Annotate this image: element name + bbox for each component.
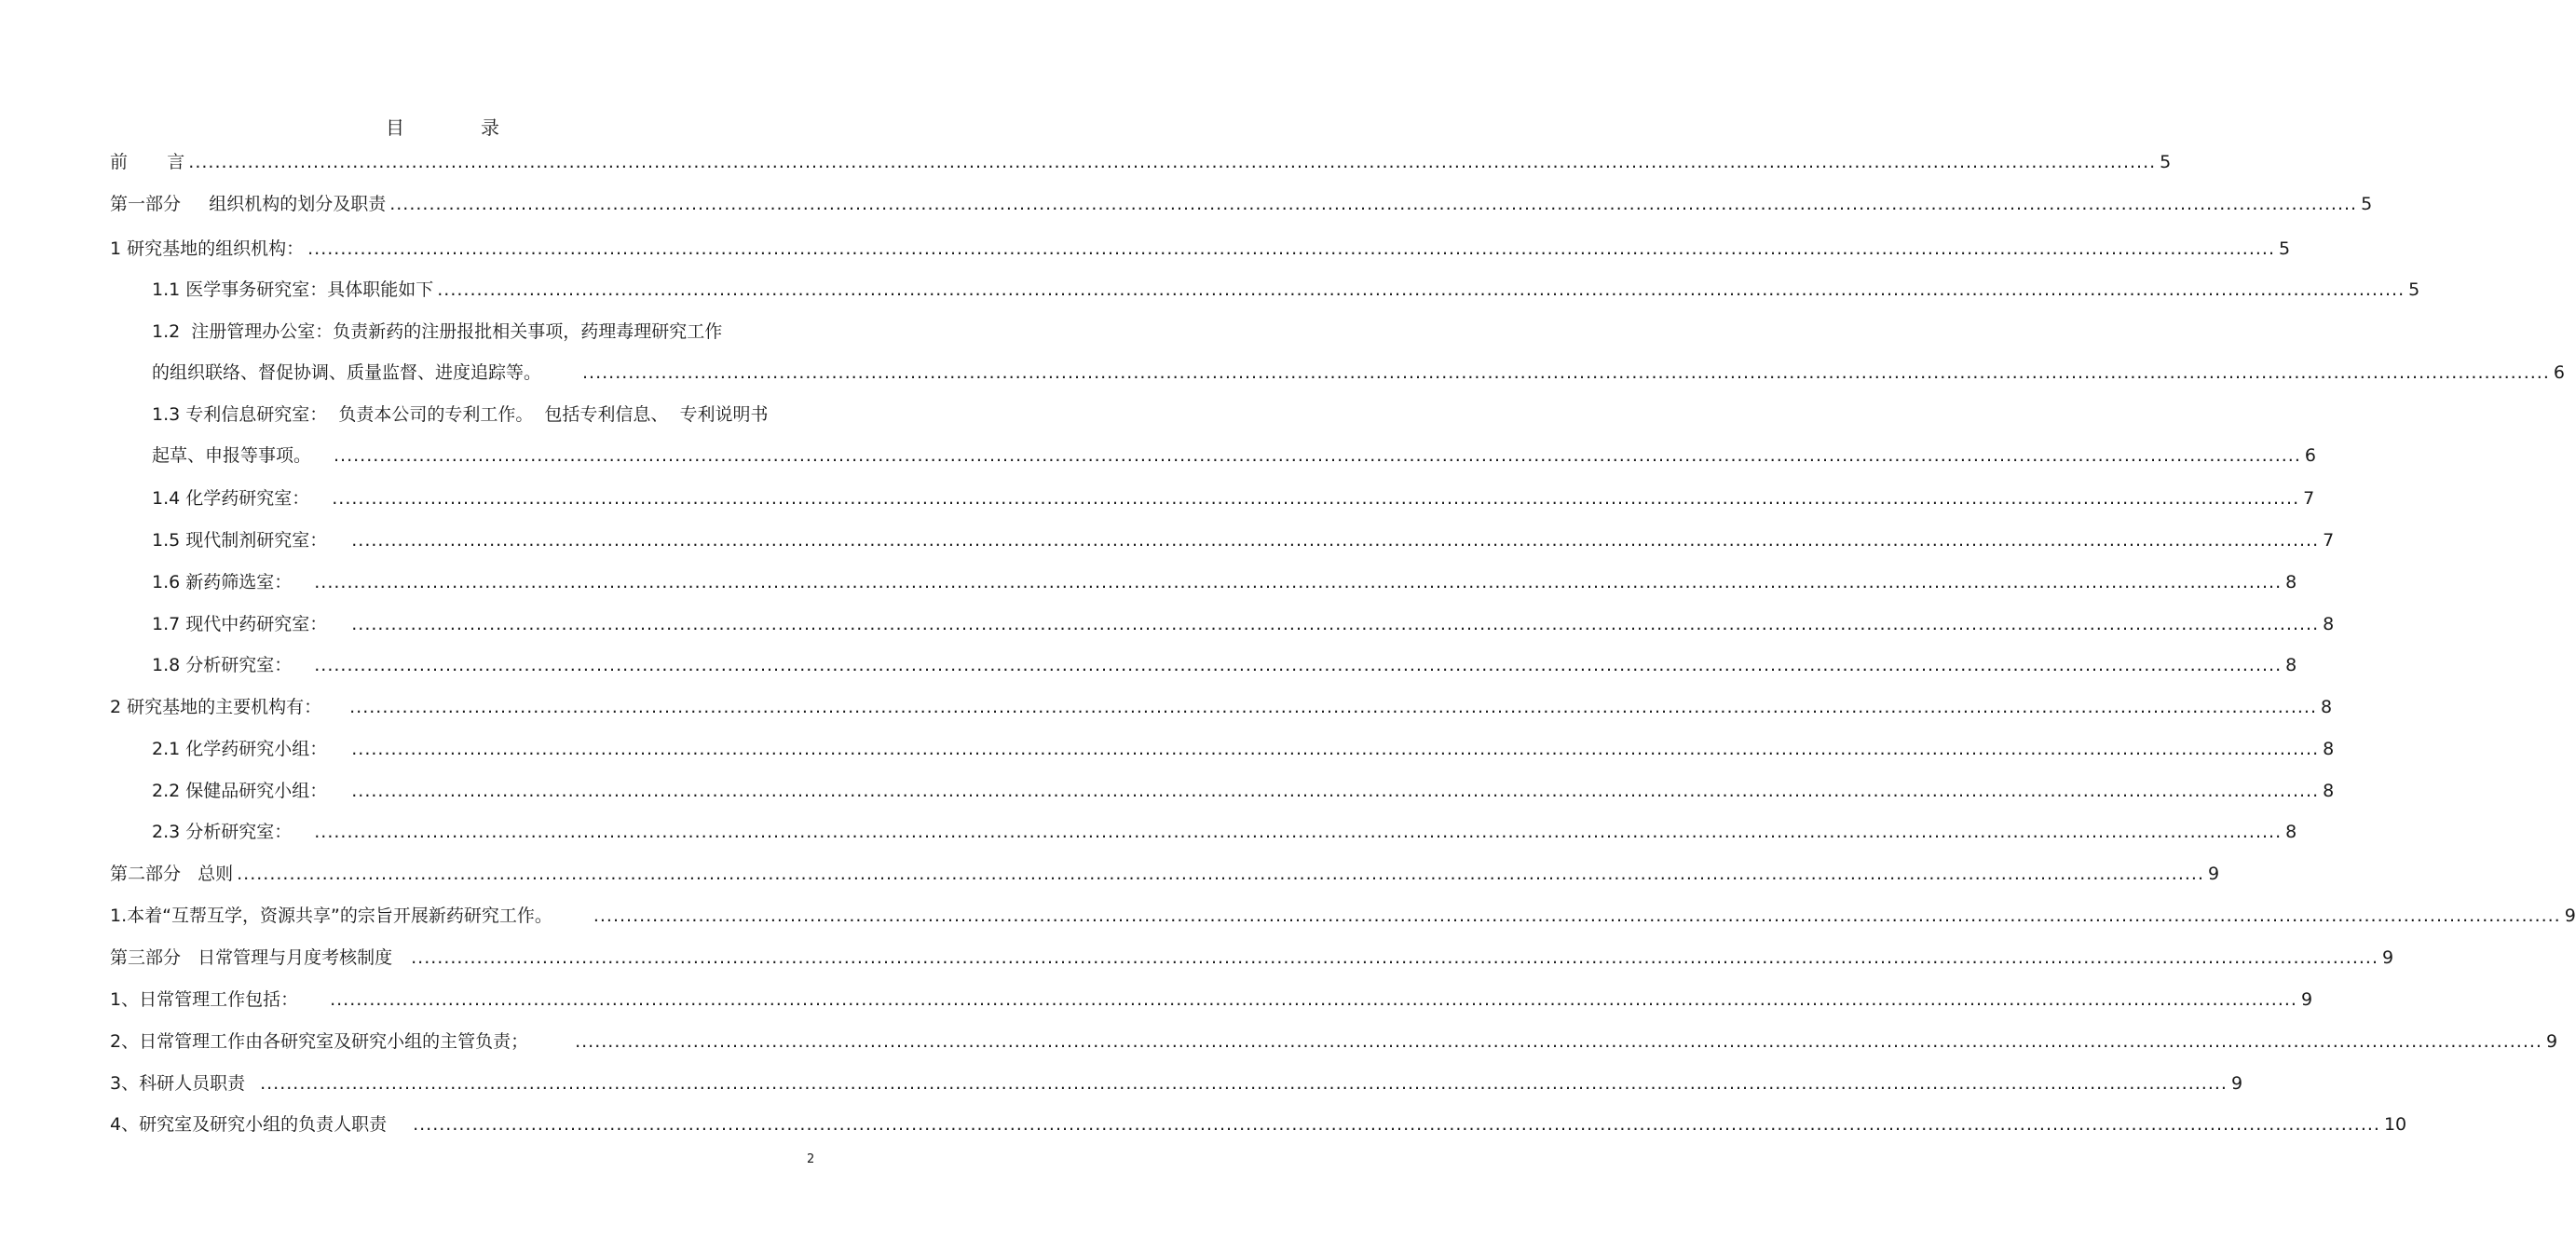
toc-entry-1-6[interactable] xyxy=(152,570,2297,594)
leader-dots: ............................................................................................................................................................................................................................................................................................................ xyxy=(307,238,2276,259)
toc-entry-page: 9 xyxy=(2300,989,2313,1010)
toc-entry-text: 1.1 医学事务研究室：具体职能如下 xyxy=(152,279,434,300)
toc-entry-page: 8 xyxy=(2321,697,2333,717)
toc-entry-1-2[interactable] xyxy=(152,320,2565,385)
toc-entry-1[interactable] xyxy=(110,237,2291,261)
toc-entry-text: 的组织联络、督促协调、质量监督、进度追踪等。 xyxy=(152,362,542,383)
toc-entry-part-3-1[interactable] xyxy=(110,987,2313,1012)
toc-entry-page: 6 xyxy=(2304,445,2316,466)
toc-entry-text: 2.3 分析研究室： xyxy=(152,822,293,842)
toc-entry-page: 10 xyxy=(2383,1114,2407,1135)
toc-entry-part-3-4[interactable] xyxy=(110,1112,2407,1137)
toc-title xyxy=(0,113,885,140)
toc-entry-page: 7 xyxy=(2323,530,2335,551)
toc-entry-page: 8 xyxy=(2285,655,2297,675)
toc-entry-2-3[interactable] xyxy=(152,820,2297,844)
toc-entry-page: 6 xyxy=(2553,362,2565,383)
leader-dots: ............................................................................................................................................................................................................................................................................................................ xyxy=(260,1073,2228,1094)
toc-entry-text: 2.1 化学药研究小组： xyxy=(152,739,328,759)
leader-dots: ............................................................................................................................................................................................................................................................................................................ xyxy=(351,781,2320,801)
leader-dots: ............................................................................................................................................................................................................................................................................................................ xyxy=(351,530,2320,551)
toc-entry-text: 1.5 现代制剂研究室： xyxy=(152,530,328,551)
toc-entry-text: 1.4 化学药研究室： xyxy=(152,488,310,509)
toc-entry-text: 第二部分 总则 xyxy=(110,864,234,884)
toc-entry-2-1[interactable] xyxy=(152,737,2335,761)
toc-entry-text: 1.7 现代中药研究室： xyxy=(152,614,328,634)
leader-dots: ............................................................................................................................................................................................................................................................................................................ xyxy=(389,194,2358,214)
toc-entry-text: 第三部分 日常管理与月度考核制度 xyxy=(110,947,393,968)
toc-title-char-1: 目 xyxy=(386,116,404,139)
toc-entry-1-7[interactable] xyxy=(152,612,2335,636)
leader-dots: ............................................................................................................................................................................................................................................................................................................ xyxy=(575,1031,2542,1052)
toc-entry-part-1[interactable] xyxy=(110,192,2373,216)
toc-entry-text-line1: 1.3 专利信息研究室： 负责本公司的专利工作。 包括专利信息、 专利说明书 xyxy=(152,404,769,425)
leader-dots: ............................................................................................................................................................................................................................................................................................................ xyxy=(413,1114,2380,1135)
toc-entry-page: 8 xyxy=(2323,614,2335,634)
toc-entry-1-1[interactable] xyxy=(152,278,2420,302)
toc-entry-page: 8 xyxy=(2285,572,2297,592)
toc-entry-1-3[interactable] xyxy=(152,402,2316,468)
toc-entry-text: 1.8 分析研究室： xyxy=(152,655,293,675)
toc-entry-page: 5 xyxy=(2361,194,2373,214)
toc-entry-1-5[interactable] xyxy=(152,528,2335,552)
toc-entry-page: 9 xyxy=(2564,906,2576,926)
toc-entry-1-8[interactable] xyxy=(152,653,2297,677)
leader-dots: ............................................................................................................................................................................................................................................................................................................ xyxy=(582,362,2550,383)
leader-dots: ............................................................................................................................................................................................................................................................................................................ xyxy=(351,614,2320,634)
leader-dots: ............................................................................................................................................................................................................................................................................................................ xyxy=(188,152,2157,172)
toc-entry-text: 2、日常管理工作由各研究室及研究小组的主管负责； xyxy=(110,1031,529,1052)
leader-dots: ............................................................................................................................................................................................................................................................................................................ xyxy=(332,488,2300,509)
toc-entry-part-2-1[interactable] xyxy=(110,904,2576,928)
leader-dots: ............................................................................................................................................................................................................................................................................................................ xyxy=(314,572,2283,592)
toc-entry-page: 7 xyxy=(2303,488,2315,509)
toc-entry-page: 5 xyxy=(2160,152,2172,172)
toc-entry-page: 5 xyxy=(2279,238,2291,259)
toc-entry-text: 2 研究基地的主要机构有： xyxy=(110,697,322,717)
toc-entry-part-2[interactable] xyxy=(110,862,2220,886)
leader-dots: ............................................................................................................................................................................................................................................................................................................ xyxy=(314,822,2283,842)
toc-entry-part-3-3[interactable] xyxy=(110,1071,2243,1096)
toc-entry-page: 8 xyxy=(2323,781,2335,801)
toc-entry-text: 1.本着“互帮互学，资源共享”的宗旨开展新药研究工作。 xyxy=(110,906,552,926)
toc-entry-page: 9 xyxy=(2208,864,2220,884)
toc-entry-page: 8 xyxy=(2285,822,2297,842)
toc-entry-text: 起草、申报等事项。 xyxy=(152,445,312,466)
toc-entry-text: 4、研究室及研究小组的负责人职责 xyxy=(110,1114,388,1135)
toc-entry-part-3[interactable] xyxy=(110,946,2394,970)
toc-entry-page: 9 xyxy=(2382,947,2394,968)
leader-dots: ............................................................................................................................................................................................................................................................................................................ xyxy=(237,864,2204,884)
toc-entry-text: 前 言 xyxy=(110,152,185,172)
toc-entry-page: 9 xyxy=(2230,1073,2243,1094)
toc-entry-page: 5 xyxy=(2408,279,2420,300)
leader-dots: ............................................................................................................................................................................................................................................................................................................ xyxy=(411,947,2378,968)
toc-entry-2-2[interactable] xyxy=(152,779,2335,803)
page-number: 2 xyxy=(807,1152,815,1166)
toc-entry-1-4[interactable] xyxy=(152,486,2315,511)
toc-entry-preface[interactable] xyxy=(110,150,2172,174)
toc-entry-part-3-2[interactable] xyxy=(110,1029,2558,1054)
toc-entry-text-line1: 1.2 注册管理办公室：负责新药的注册报批相关事项，药理毒理研究工作 xyxy=(152,321,723,342)
leader-dots: ............................................................................................................................................................................................................................................................................................................ xyxy=(593,906,2561,926)
leader-dots: ............................................................................................................................................................................................................................................................................................................ xyxy=(334,445,2301,466)
leader-dots: ............................................................................................................................................................................................................................................................................................................ xyxy=(437,279,2406,300)
toc-title-char-2: 录 xyxy=(481,116,499,139)
toc-entry-2[interactable] xyxy=(110,695,2333,719)
leader-dots: ............................................................................................................................................................................................................................................................................................................ xyxy=(314,655,2283,675)
toc-entry-text: 第一部分 组织机构的划分及职责 xyxy=(110,194,387,214)
toc-entry-page: 8 xyxy=(2323,739,2335,759)
leader-dots: ............................................................................................................................................................................................................................................................................................................ xyxy=(351,739,2320,759)
toc-entry-text: 1、日常管理工作包括： xyxy=(110,989,299,1010)
toc-entry-text: 3、科研人员职责 xyxy=(110,1073,246,1094)
toc-entry-page: 9 xyxy=(2545,1031,2558,1052)
toc-entry-text: 2.2 保健品研究小组： xyxy=(152,781,328,801)
toc-entry-text: 1 研究基地的组织机构： xyxy=(110,238,305,259)
toc-entry-text: 1.6 新药筛选室： xyxy=(152,572,293,592)
leader-dots: ............................................................................................................................................................................................................................................................................................................ xyxy=(330,989,2297,1010)
leader-dots: ............................................................................................................................................................................................................................................................................................................ xyxy=(349,697,2318,717)
